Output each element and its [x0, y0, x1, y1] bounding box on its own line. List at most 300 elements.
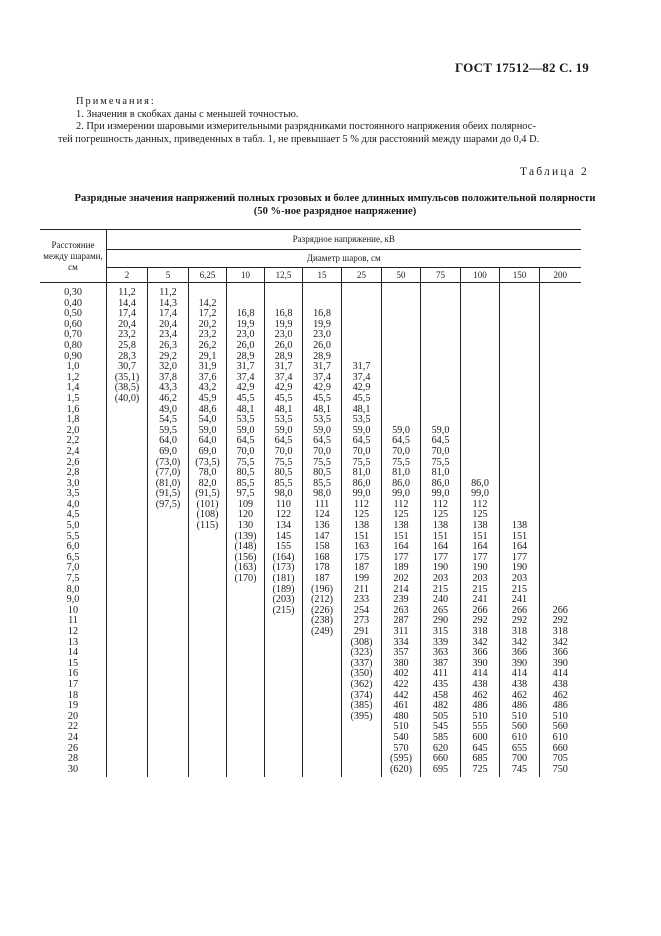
- voltage-cell: [148, 669, 189, 680]
- voltage-cell: 600: [461, 733, 500, 744]
- voltage-cell: 98,0: [265, 489, 303, 500]
- voltage-cell: 23,2: [189, 330, 227, 341]
- voltage-cell: 342: [461, 638, 500, 649]
- voltage-cell: 151: [461, 532, 500, 543]
- voltage-cell: 265: [421, 606, 461, 617]
- voltage-cell: 203: [461, 574, 500, 585]
- voltage-cell: [500, 405, 540, 416]
- voltage-cell: [500, 426, 540, 437]
- voltage-cell: 241: [461, 595, 500, 606]
- voltage-cell: [540, 479, 581, 490]
- voltage-cell: 32,0: [148, 362, 189, 373]
- voltage-cell: 31,7: [342, 362, 382, 373]
- voltage-cell: 110: [265, 500, 303, 511]
- voltage-cell: 290: [421, 616, 461, 627]
- voltage-cell: (215): [265, 606, 303, 617]
- distance-header: Расстояние между шарами, см: [40, 230, 107, 283]
- voltage-cell: 45,5: [227, 394, 265, 405]
- voltage-cell: [540, 489, 581, 500]
- voltage-cell: [265, 627, 303, 638]
- voltage-cell: 70,0: [342, 447, 382, 458]
- voltage-cell: 59,0: [342, 426, 382, 437]
- voltage-cell: [540, 283, 581, 299]
- voltage-cell: 435: [421, 680, 461, 691]
- voltage-cell: 45,5: [342, 394, 382, 405]
- voltage-cell: [265, 648, 303, 659]
- voltage-cell: [189, 585, 227, 596]
- page-header: ГОСТ 17512—82 С. 19: [455, 60, 589, 75]
- voltage-cell: [189, 744, 227, 755]
- voltage-cell: 239: [382, 595, 421, 606]
- voltage-cell: [265, 680, 303, 691]
- distance-cell: 5,5: [66, 530, 80, 542]
- voltage-cell: 26,0: [265, 341, 303, 352]
- voltage-cell: [148, 733, 189, 744]
- voltage-cell: [421, 283, 461, 299]
- voltage-cell: 214: [382, 585, 421, 596]
- voltage-cell: 70,0: [265, 447, 303, 458]
- voltage-cell: 555: [461, 722, 500, 733]
- voltage-cell: (156): [227, 553, 265, 564]
- voltage-cell: 177: [461, 553, 500, 564]
- diameter-col-header: 150: [500, 268, 540, 283]
- table-subtitle: (50 %-ное разрядное напряжение): [253, 206, 417, 217]
- voltage-cell: (73,0): [148, 458, 189, 469]
- voltage-cell: 486: [461, 701, 500, 712]
- voltage-cell: [421, 341, 461, 352]
- voltage-cell: [148, 701, 189, 712]
- voltage-cell: [107, 659, 148, 670]
- voltage-cell: 125: [421, 510, 461, 521]
- distance-cell: 2,8: [66, 467, 80, 479]
- voltage-cell: (203): [265, 595, 303, 606]
- voltage-cell: 442: [382, 691, 421, 702]
- voltage-cell: [500, 320, 540, 331]
- distance-cell: 28: [67, 753, 79, 765]
- distance-cell: 6,0: [66, 541, 80, 553]
- voltage-cell: 540: [382, 733, 421, 744]
- voltage-cell: [303, 722, 342, 733]
- diameter-col-header: 200: [540, 268, 581, 283]
- voltage-cell: [148, 712, 189, 723]
- voltage-cell: 99,0: [461, 489, 500, 500]
- voltage-cell: 45,9: [189, 394, 227, 405]
- table-row: [40, 458, 581, 469]
- notes-block: [58, 96, 598, 146]
- voltage-cell: 318: [461, 627, 500, 638]
- voltage-cell: [189, 659, 227, 670]
- voltage-cell: (148): [227, 542, 265, 553]
- voltage-cell: [107, 585, 148, 596]
- distance-cell: 3,0: [66, 477, 80, 489]
- voltage-cell: [421, 405, 461, 416]
- table-title: [40, 192, 630, 218]
- voltage-cell: 23,2: [107, 330, 148, 341]
- table-title-line: Разрядные значения напряжений полных грозовых и более длинных импульсов положительной полярности: [74, 193, 596, 204]
- diameter-col-header: 50: [382, 268, 421, 283]
- voltage-cell: (73,5): [189, 458, 227, 469]
- voltage-cell: 31,9: [189, 362, 227, 373]
- voltage-cell: 26,2: [189, 341, 227, 352]
- voltage-cell: 318: [500, 627, 540, 638]
- distance-cell: 2,2: [66, 435, 80, 447]
- voltage-cell: [342, 309, 382, 320]
- diameter-col-header: 5: [148, 268, 189, 283]
- voltage-cell: [461, 352, 500, 363]
- voltage-cell: [303, 765, 342, 778]
- voltage-cell: 510: [540, 712, 581, 723]
- voltage-cell: [500, 458, 540, 469]
- voltage-cell: [148, 691, 189, 702]
- note-line: 1. Значения в скобках даны с меньшей точностью.: [76, 108, 299, 120]
- distance-cell: 3,5: [66, 488, 80, 500]
- voltage-cell: (181): [265, 574, 303, 585]
- voltage-cell: 28,9: [265, 352, 303, 363]
- voltage-cell: 29,1: [189, 352, 227, 363]
- distance-cell: 0,90: [64, 350, 82, 362]
- distance-cell: 0,50: [64, 308, 82, 320]
- voltage-cell: 725: [461, 765, 500, 778]
- table-row: [40, 415, 581, 426]
- voltage-cell: (101): [189, 500, 227, 511]
- table-row: [40, 521, 581, 532]
- voltage-cell: 610: [500, 733, 540, 744]
- voltage-cell: 48,1: [265, 405, 303, 416]
- voltage-cell: 37,4: [227, 373, 265, 384]
- distance-cell: 2,4: [66, 445, 80, 457]
- voltage-cell: [500, 468, 540, 479]
- voltage-cell: [540, 510, 581, 521]
- voltage-cell: 510: [500, 712, 540, 723]
- voltage-cell: [227, 669, 265, 680]
- voltage-cell: 147: [303, 532, 342, 543]
- voltage-cell: 190: [421, 563, 461, 574]
- voltage-cell: [189, 733, 227, 744]
- voltage-cell: 80,5: [265, 468, 303, 479]
- voltage-cell: (91,5): [148, 489, 189, 500]
- voltage-cell: 109: [227, 500, 265, 511]
- voltage-cell: [540, 563, 581, 574]
- table-row: [40, 733, 581, 744]
- distance-cell: 1,0: [66, 361, 80, 373]
- voltage-cell: [227, 283, 265, 299]
- voltage-cell: [500, 489, 540, 500]
- voltage-cell: 363: [421, 648, 461, 659]
- voltage-cell: [227, 701, 265, 712]
- table-row: [40, 754, 581, 765]
- voltage-cell: [265, 712, 303, 723]
- voltage-cell: 70,0: [303, 447, 342, 458]
- voltage-cell: [342, 765, 382, 778]
- voltage-cell: 48,1: [342, 405, 382, 416]
- voltage-cell: [107, 436, 148, 447]
- voltage-cell: 53,5: [265, 415, 303, 426]
- table-row: [40, 468, 581, 479]
- voltage-cell: 387: [421, 659, 461, 670]
- table-row: [40, 680, 581, 691]
- voltage-cell: 69,0: [189, 447, 227, 458]
- distance-cell: 1,8: [66, 414, 80, 426]
- voltage-cell: 64,5: [303, 436, 342, 447]
- voltage-cell: [461, 330, 500, 341]
- voltage-cell: [303, 638, 342, 649]
- table-row: [40, 447, 581, 458]
- voltage-cell: 45,5: [265, 394, 303, 405]
- voltage-cell: 203: [421, 574, 461, 585]
- voltage-cell: 560: [540, 722, 581, 733]
- table-row: [40, 765, 581, 778]
- voltage-cell: [461, 458, 500, 469]
- voltage-cell: 64,5: [265, 436, 303, 447]
- table-row: [40, 648, 581, 659]
- voltage-cell: (38,5): [107, 383, 148, 394]
- voltage-cell: 97,5: [227, 489, 265, 500]
- voltage-cell: [107, 532, 148, 543]
- voltage-cell: [227, 585, 265, 596]
- voltage-cell: [107, 405, 148, 416]
- voltage-cell: [500, 299, 540, 310]
- voltage-cell: 48,1: [303, 405, 342, 416]
- voltage-cell: [265, 638, 303, 649]
- distance-cell: 4,5: [66, 509, 80, 521]
- voltage-cell: 695: [421, 765, 461, 778]
- voltage-cell: [382, 341, 421, 352]
- voltage-cell: 462: [461, 691, 500, 702]
- voltage-cell: 138: [500, 521, 540, 532]
- voltage-cell: [107, 733, 148, 744]
- voltage-cell: 189: [382, 563, 421, 574]
- voltage-cell: [461, 415, 500, 426]
- voltage-cell: 48,6: [189, 405, 227, 416]
- voltage-cell: 215: [500, 585, 540, 596]
- voltage-cell: 215: [461, 585, 500, 596]
- voltage-cell: 64,0: [189, 436, 227, 447]
- voltage-cell: [107, 648, 148, 659]
- voltage-cell: [148, 521, 189, 532]
- voltage-cell: [265, 659, 303, 670]
- voltage-cell: 610: [540, 733, 581, 744]
- voltage-cell: [107, 426, 148, 437]
- voltage-cell: 136: [303, 521, 342, 532]
- voltage-cell: [421, 362, 461, 373]
- voltage-cell: [461, 426, 500, 437]
- voltage-cell: 422: [382, 680, 421, 691]
- voltage-cell: (173): [265, 563, 303, 574]
- voltage-cell: 125: [461, 510, 500, 521]
- voltage-cell: [227, 616, 265, 627]
- voltage-cell: [500, 362, 540, 373]
- voltage-cell: [500, 436, 540, 447]
- voltage-cell: [421, 309, 461, 320]
- voltage-cell: [107, 669, 148, 680]
- voltage-cell: 85,5: [303, 479, 342, 490]
- voltage-cell: [148, 542, 189, 553]
- voltage-cell: 19,9: [303, 320, 342, 331]
- voltage-cell: (81,0): [148, 479, 189, 490]
- voltage-cell: 43,3: [148, 383, 189, 394]
- voltage-cell: 64,5: [382, 436, 421, 447]
- voltage-cell: [342, 744, 382, 755]
- voltage-cell: 112: [461, 500, 500, 511]
- table-row: [40, 691, 581, 702]
- voltage-cell: [540, 542, 581, 553]
- voltage-cell: 202: [382, 574, 421, 585]
- voltage-cell: [189, 722, 227, 733]
- voltage-cell: 64,5: [342, 436, 382, 447]
- voltage-cell: (595): [382, 754, 421, 765]
- distance-cell: 12: [67, 626, 79, 637]
- voltage-cell: [189, 680, 227, 691]
- voltage-cell: [227, 680, 265, 691]
- voltage-cell: 705: [540, 754, 581, 765]
- voltage-cell: 19,9: [265, 320, 303, 331]
- voltage-cell: 414: [500, 669, 540, 680]
- voltage-cell: 37,4: [265, 373, 303, 384]
- voltage-cell: [265, 733, 303, 744]
- voltage-cell: [189, 648, 227, 659]
- voltage-cell: 750: [540, 765, 581, 778]
- voltage-cell: [342, 722, 382, 733]
- voltage-cell: (91,5): [189, 489, 227, 500]
- voltage-cell: 342: [540, 638, 581, 649]
- voltage-cell: [107, 500, 148, 511]
- voltage-cell: 26,3: [148, 341, 189, 352]
- voltage-cell: (189): [265, 585, 303, 596]
- voltage-cell: 366: [500, 648, 540, 659]
- voltage-cell: 120: [227, 510, 265, 521]
- voltage-cell: 69,0: [148, 447, 189, 458]
- table-row: [40, 669, 581, 680]
- voltage-cell: 315: [421, 627, 461, 638]
- distance-cell: 5,0: [66, 520, 80, 532]
- voltage-cell: 11,2: [107, 283, 148, 299]
- voltage-cell: [461, 383, 500, 394]
- voltage-cell: [265, 765, 303, 778]
- voltage-cell: 37,8: [148, 373, 189, 384]
- voltage-cell: 151: [342, 532, 382, 543]
- voltage-cell: 215: [421, 585, 461, 596]
- voltage-cell: 438: [540, 680, 581, 691]
- voltage-cell: [342, 341, 382, 352]
- voltage-cell: 158: [303, 542, 342, 553]
- voltage-cell: [148, 606, 189, 617]
- diameter-col-header: 100: [461, 268, 500, 283]
- voltage-cell: [461, 405, 500, 416]
- voltage-cell: [148, 616, 189, 627]
- voltage-cell: [107, 638, 148, 649]
- voltage-cell: 99,0: [382, 489, 421, 500]
- voltage-cell: 70,0: [382, 447, 421, 458]
- voltage-cell: [107, 468, 148, 479]
- voltage-cell: [540, 394, 581, 405]
- voltage-cell: 46,2: [148, 394, 189, 405]
- distance-cell: 7,5: [66, 573, 80, 585]
- voltage-cell: [461, 283, 500, 299]
- voltage-cell: 16,8: [265, 309, 303, 320]
- voltage-cell: [107, 542, 148, 553]
- voltage-cell: 31,7: [265, 362, 303, 373]
- voltage-cell: 560: [500, 722, 540, 733]
- voltage-cell: 318: [540, 627, 581, 638]
- distance-cell: 8,0: [66, 583, 80, 595]
- voltage-cell: [107, 765, 148, 778]
- voltage-cell: [461, 320, 500, 331]
- voltage-cell: [227, 712, 265, 723]
- table-row: [40, 542, 581, 553]
- voltage-cell: [265, 754, 303, 765]
- voltage-cell: 54,5: [148, 415, 189, 426]
- voltage-cell: [265, 283, 303, 299]
- voltage-cell: 30,7: [107, 362, 148, 373]
- voltage-cell: 168: [303, 553, 342, 564]
- voltage-cell: [189, 532, 227, 543]
- voltage-cell: [540, 458, 581, 469]
- voltage-cell: 620: [421, 744, 461, 755]
- voltage-cell: 411: [421, 669, 461, 680]
- distance-cell: 18: [67, 689, 79, 701]
- voltage-cell: [148, 574, 189, 585]
- distance-cell: 1,5: [66, 392, 80, 404]
- voltage-cell: (374): [342, 691, 382, 702]
- voltage-cell: 138: [421, 521, 461, 532]
- voltage-cell: [500, 283, 540, 299]
- voltage-cell: [148, 754, 189, 765]
- voltage-cell: [189, 701, 227, 712]
- voltage-cell: 254: [342, 606, 382, 617]
- distance-cell: 16: [67, 668, 79, 680]
- voltage-cell: [107, 744, 148, 755]
- voltage-cell: [500, 500, 540, 511]
- voltage-cell: 438: [500, 680, 540, 691]
- voltage-cell: 138: [461, 521, 500, 532]
- voltage-cell: (212): [303, 595, 342, 606]
- voltage-cell: 390: [461, 659, 500, 670]
- voltage-cell: [189, 669, 227, 680]
- distance-cell: 0,70: [64, 329, 82, 341]
- voltage-cell: 125: [342, 510, 382, 521]
- voltage-cell: [265, 616, 303, 627]
- voltage-cell: [500, 309, 540, 320]
- voltage-cell: 461: [382, 701, 421, 712]
- voltage-cell: [107, 712, 148, 723]
- voltage-cell: 151: [500, 532, 540, 543]
- voltage-cell: 25,8: [107, 341, 148, 352]
- voltage-cell: 53,5: [342, 415, 382, 426]
- voltage-cell: 70,0: [227, 447, 265, 458]
- voltage-cell: (108): [189, 510, 227, 521]
- voltage-cell: 59,0: [227, 426, 265, 437]
- voltage-cell: [303, 744, 342, 755]
- distance-cell: 0,60: [64, 318, 82, 330]
- table-row: [40, 638, 581, 649]
- voltage-cell: [303, 669, 342, 680]
- voltage-cell: 31,7: [227, 362, 265, 373]
- voltage-cell: [107, 563, 148, 574]
- voltage-cell: [227, 606, 265, 617]
- voltage-cell: 366: [540, 648, 581, 659]
- voltage-cell: 486: [540, 701, 581, 712]
- voltage-cell: [500, 479, 540, 490]
- table-row: [40, 659, 581, 670]
- distance-cell: 1,4: [66, 382, 80, 394]
- voltage-cell: [382, 383, 421, 394]
- voltage-cell: 125: [382, 510, 421, 521]
- table-row: [40, 394, 581, 405]
- voltage-cell: 462: [540, 691, 581, 702]
- voltage-cell: [227, 627, 265, 638]
- voltage-cell: 155: [265, 542, 303, 553]
- voltage-cell: 14,2: [189, 299, 227, 310]
